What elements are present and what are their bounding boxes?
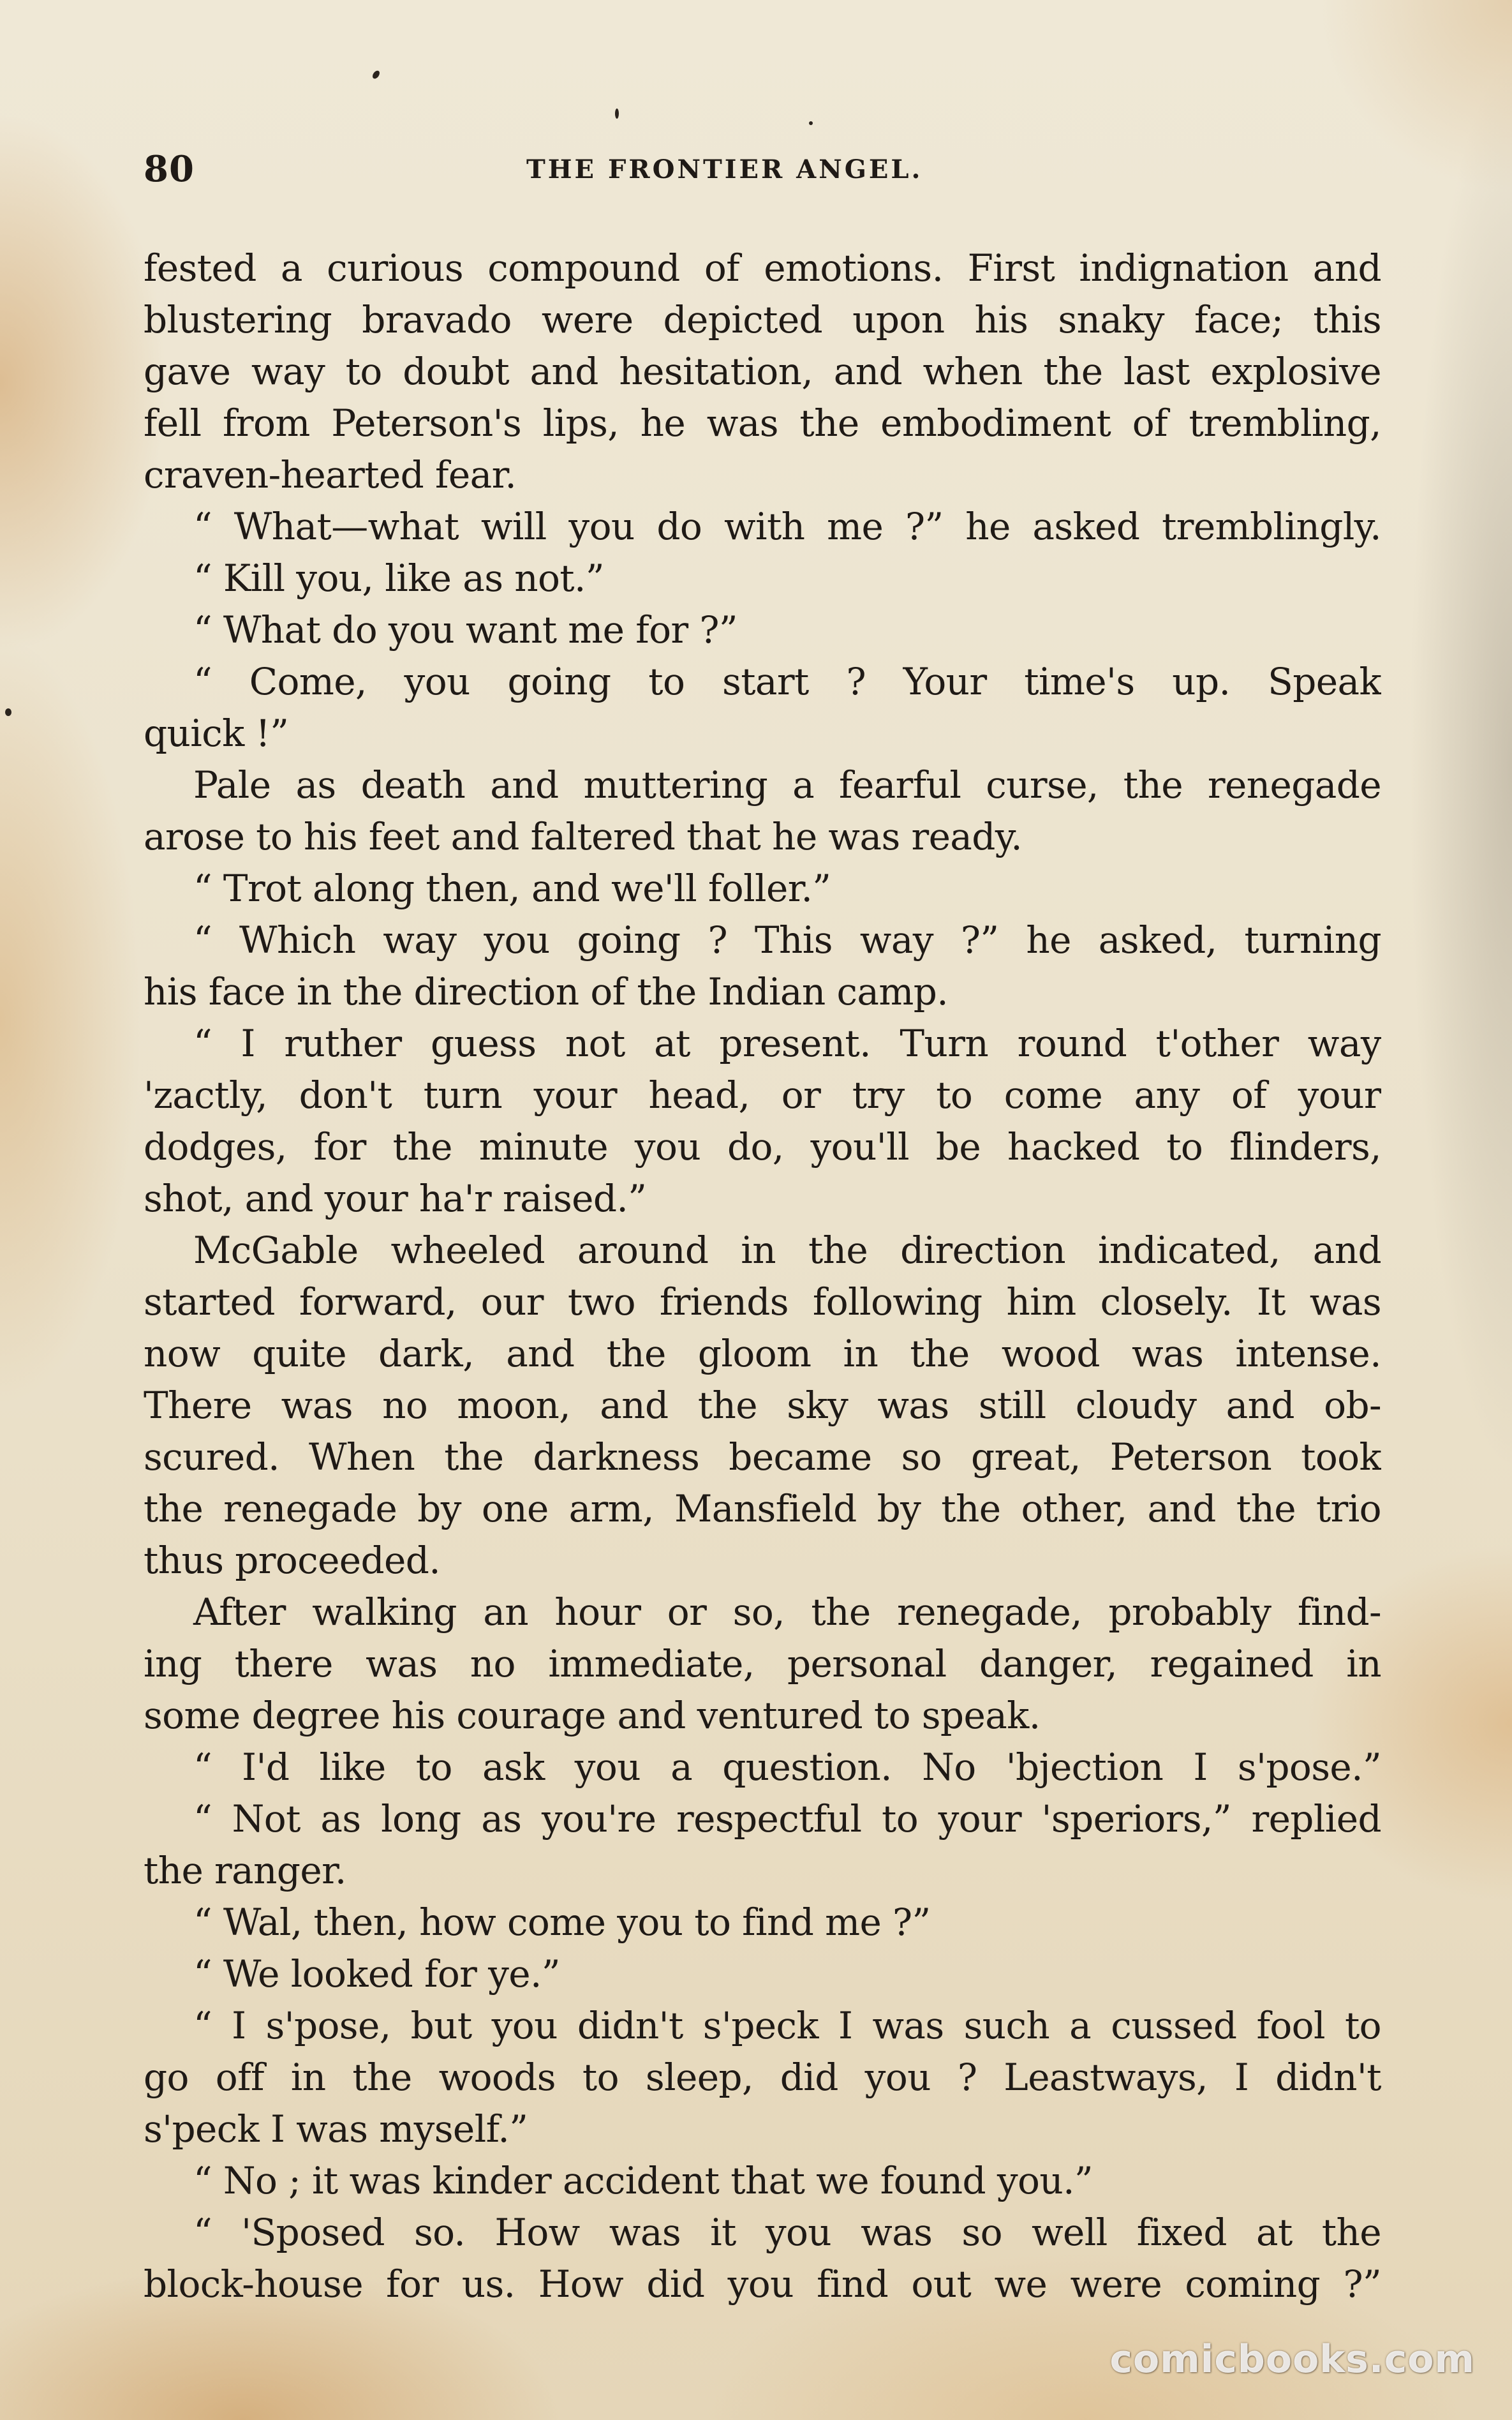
- text-line: 'zactly, don't turn your head, or try to come any of your: [144, 1073, 1381, 1117]
- text-line: “ I'd like to ask you a question. No 'bjection I s'pose.”: [193, 1745, 1381, 1789]
- text-line: “ Trot along then, and we'll foller.”: [193, 867, 831, 910]
- text-line: quick !”: [144, 712, 289, 755]
- text-line: “ We looked for ye.”: [193, 1952, 560, 1996]
- text-line: “ Come, you going to start ? Your time's up. Speak: [193, 660, 1381, 703]
- text-line: “ No ; it was kinder accident that we found you.”: [193, 2159, 1093, 2202]
- text-line: “ Not as long as you're respectful to your 'speriors,” replied: [193, 1797, 1381, 1841]
- text-line: s'peck I was myself.”: [144, 2107, 528, 2151]
- text-line: “ I s'pose, but you didn't s'peck I was such a cussed fool to: [193, 2004, 1381, 2047]
- text-line: some degree his courage and ventured to speak.: [144, 1694, 1041, 1737]
- text-line: the renegade by one arm, Mansfield by the other, and the trio: [144, 1487, 1381, 1530]
- text-line: dodges, for the minute you do, you'll be hacked to flinders,: [144, 1125, 1381, 1169]
- text-line: “ I ruther guess not at present. Turn round t'other way: [193, 1022, 1381, 1065]
- text-line: blustering bravado were depicted upon his snaky face; this: [144, 298, 1381, 341]
- text-line: craven-hearted fear.: [144, 453, 517, 497]
- text-line: “ Kill you, like as not.”: [193, 556, 604, 600]
- text-line: “ What do you want me for ?”: [193, 608, 737, 652]
- text-line: now quite dark, and the gloom in the wood was intense.: [144, 1332, 1381, 1375]
- text-line: “ Which way you going ? This way ?” he asked, turning: [193, 918, 1381, 962]
- text-line: block-house for us. How did you find out we were coming ?”: [144, 2262, 1381, 2306]
- text-line: started forward, our two friends following him closely. It was: [144, 1280, 1381, 1324]
- text-line: scured. When the darkness became so great, Peterson took: [144, 1435, 1381, 1479]
- ink-speck: [371, 70, 381, 80]
- text-line: Pale as death and muttering a fearful curse, the renegade: [193, 763, 1381, 807]
- text-line: There was no moon, and the sky was still cloudy and ob-: [144, 1384, 1381, 1427]
- ink-speck: [809, 121, 813, 125]
- page-number: 80: [144, 148, 195, 190]
- body-text: [144, 243, 1381, 2310]
- text-line: ing there was no immediate, personal danger, regained in: [144, 1642, 1381, 1685]
- text-line: “ What—what will you do with me ?” he asked tremblingly.: [193, 505, 1381, 548]
- running-head: [144, 148, 1381, 193]
- text-line: the ranger.: [144, 1849, 346, 1892]
- text-line: shot, and your ha'r raised.”: [144, 1177, 647, 1220]
- text-line: After walking an hour or so, the renegade, probably find-: [193, 1590, 1381, 1634]
- running-title: THE FRONTIER ANGEL.: [526, 154, 923, 184]
- text-line: fell from Peterson's lips, he was the embodiment of trembling,: [144, 401, 1381, 445]
- text-line: his face in the direction of the Indian camp.: [144, 970, 949, 1013]
- text-line: gave way to doubt and hesitation, and when the last explosive: [144, 350, 1381, 393]
- ink-speck: [615, 108, 619, 119]
- text-line: arose to his feet and faltered that he was ready.: [144, 815, 1023, 858]
- text-line: thus proceeded.: [144, 1539, 441, 1582]
- text-line: “ 'Sposed so. How was it you was so well fixed at the: [193, 2211, 1381, 2254]
- text-line: McGable wheeled around in the direction indicated, and: [193, 1229, 1381, 1272]
- text-line: “ Wal, then, how come you to find me ?”: [193, 1901, 931, 1944]
- ink-speck: [5, 708, 11, 716]
- text-line: fested a curious compound of emotions. First indignation and: [144, 246, 1381, 290]
- text-line: go off in the woods to sleep, did you ? Leastways, I didn't: [144, 2056, 1381, 2099]
- site-watermark: comicbooks.com: [1109, 2337, 1475, 2382]
